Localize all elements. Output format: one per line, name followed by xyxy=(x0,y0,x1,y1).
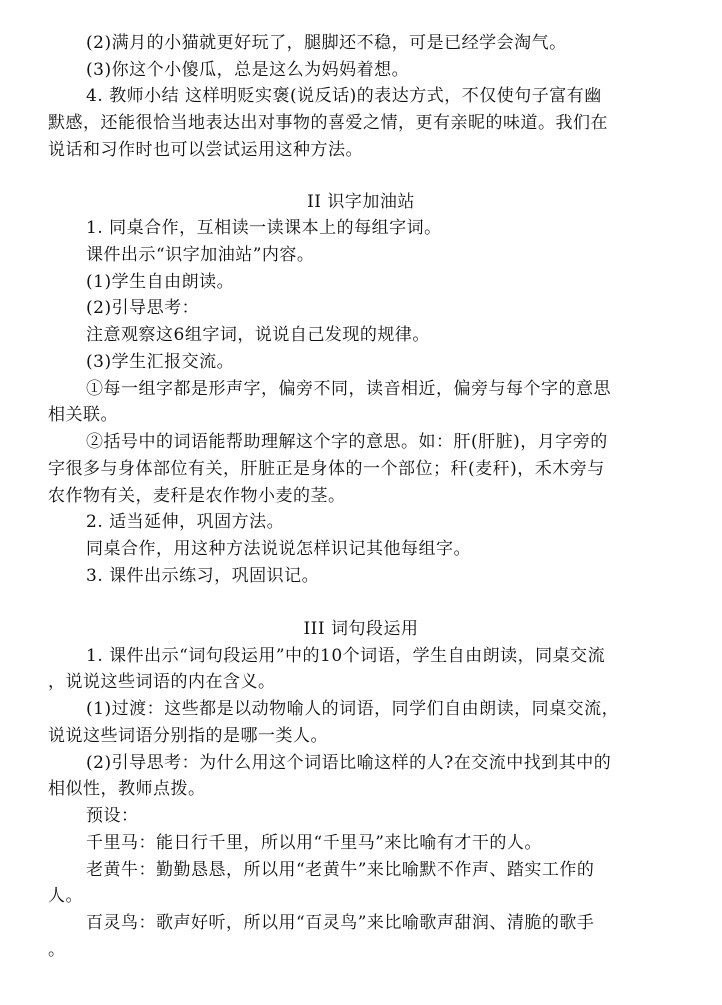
text-line: 说说这些词语分别指的是哪一类人。 xyxy=(48,726,328,746)
text-line: 默感，还能很恰当地表达出对事物的喜爱之情，更有亲昵的味道。我们在 xyxy=(48,113,608,133)
text-line: 1. 课件出示“词句段运用”中的10个词语，学生自由朗读，同桌交流 xyxy=(86,646,606,666)
section-heading: III 词句段运用 xyxy=(303,619,419,639)
text-line: (1)学生自由朗读。 xyxy=(86,272,235,292)
text-line: 说话和习作时也可以尝试运用这种方法。 xyxy=(48,140,363,160)
text-line: 人。 xyxy=(48,886,83,906)
text-line: 千里马：能日行千里，所以用“千里马”来比喻有才干的人。 xyxy=(86,833,542,853)
text-line: 老黄牛：勤勤恳恳，所以用“老黄牛”来比喻默不作声、踏实工作的 xyxy=(86,860,595,880)
text-line: (1)过渡：这些都是以动物喻人的词语，同学们自由朗读，同桌交流， xyxy=(86,699,620,719)
text-line: 注意观察这6组字词，说说自己发现的规律。 xyxy=(86,325,430,345)
text-line: 2. 适当延伸，巩固方法。 xyxy=(86,512,285,532)
text-line: 相似性，教师点拨。 xyxy=(48,779,206,799)
text-line: 4. 教师小结 这样明贬实褒(说反话)的表达方式，不仅使句子富有幽 xyxy=(86,86,602,106)
text-line: 1. 同桌合作，互相读一读课本上的每组字词。 xyxy=(86,218,442,238)
text-line: (2)引导思考：为什么用这个词语比喻这样的人?在交流中找到其中的 xyxy=(86,753,612,773)
text-line: (3)学生汇报交流。 xyxy=(86,352,235,372)
text-line: 。 xyxy=(48,940,66,960)
text-line: 字很多与身体部位有关，肝脏正是身体的一个部位；秆(麦秆)，禾木旁与 xyxy=(48,459,605,479)
text-line: (2)引导思考： xyxy=(86,298,200,318)
text-line: 预设： xyxy=(86,806,139,826)
text-line: 同桌合作，用这种方法说说怎样识记其他每组字。 xyxy=(86,539,471,559)
text-line: (3)你这个小傻瓜，总是这么为妈妈着想。 xyxy=(86,60,410,80)
text-line: 相关联。 xyxy=(48,405,118,425)
text-line: ，说说这些词语的内在含义。 xyxy=(48,672,276,692)
text-line: (2)满月的小猫就更好玩了，腿脚还不稳，可是已经学会淘气。 xyxy=(86,33,567,53)
text-line: ②括号中的词语能帮助理解这个字的意思。如：肝(肝脏)，月字旁的 xyxy=(86,432,608,452)
text-line: 3. 课件出示练习，巩固识记。 xyxy=(86,566,320,586)
text-line: 课件出示“识字加油站”内容。 xyxy=(86,245,315,265)
text-line: 百灵鸟：歌声好听，所以用“百灵鸟”来比喻歌声甜润、清脆的歌手 xyxy=(86,913,595,933)
text-line: ①每一组字都是形声字，偏旁不同，读音相近，偏旁与每个字的意思 xyxy=(86,379,611,399)
text-line: 农作物有关，麦秆是农作物小麦的茎。 xyxy=(48,486,346,506)
section-heading: II 识字加油站 xyxy=(307,192,415,212)
